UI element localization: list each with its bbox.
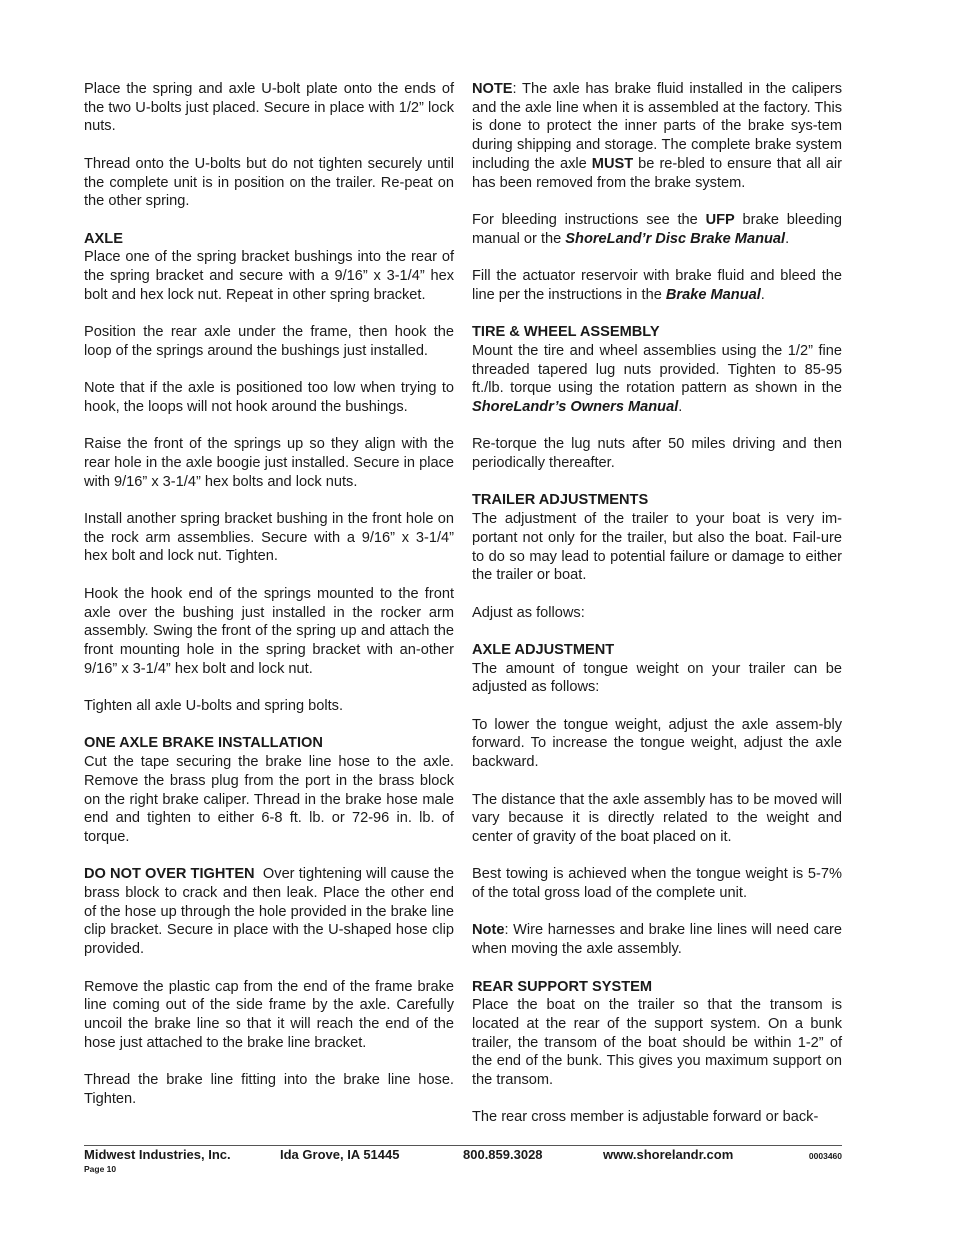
paragraph: Install another spring bracket bushing in the front hole on the rock arm assemblies. Secure with a 9/16” x 3-1/4” hex bolt and lock nut. Tighten.	[84, 511, 454, 565]
paragraph: Best towing is achieved when the tongue weight is 5-7% of the total gross load of the complete unit.	[472, 866, 842, 902]
paragraph: Remove the plastic cap from the end of the frame brake line coming out of the side frame by the axle. Carefully uncoil the brake line so that it will reach the end of the hose just attached to the brake line bracket.	[84, 978, 454, 1051]
ufp-label: UFP	[705, 211, 735, 228]
paragraph: The amount of tongue weight on your trailer can be adjusted as follows:	[472, 660, 842, 696]
section-heading-axle: AXLE	[84, 230, 123, 247]
right-column	[472, 80, 842, 1127]
warning-text: Over tightening will cause the brass block to crack and then leak. Place the other end of the hose up through the hole provided in the brake line clip bracket. Secure in place with the U-shaped hose clip provided.	[84, 866, 459, 958]
text-run: : Wire harnesses and brake line lines will need care when moving the axle assembly.	[472, 922, 842, 958]
text-run: : The axle has brake fluid installed in the calipers and the axle line when it is assembled at the factory. This is done to protect the inner parts of the brake sys-tem during shipping and storage. The complete brake system including the axle	[472, 81, 842, 172]
footer-company: Midwest Industries, Inc.	[84, 1147, 231, 1162]
footer-divider	[84, 1145, 842, 1146]
footer-phone: 800.859.3028	[463, 1147, 543, 1162]
text-run: brake bleeding manual or the	[472, 211, 842, 247]
tire-paragraph	[472, 342, 842, 417]
paragraph: Place the boat on the trailer so that the transom is located at the rear of the support system. On a bunk trailer, the transom of the boat should be within 1-2” of the end of the bunk. This gives you maximum support on the transom.	[472, 997, 842, 1089]
footer-city: Ida Grove, IA 51445	[280, 1147, 400, 1162]
paragraph: Tighten all axle U-bolts and spring bolts.	[84, 698, 344, 715]
paragraph-warning	[84, 865, 459, 959]
paragraph: The distance that the axle assembly has to be moved will vary because it is directly related to the weight and center of gravity of the boat placed on it.	[472, 791, 842, 845]
paragraph: Raise the front of the springs up so they align with the rear hole in the axle boogie just installed. Secure in place with 9/16” x 3-1/4” hex bolts and lock nuts.	[84, 436, 454, 490]
paragraph: Cut the tape securing the brake line hose to the axle. Remove the brass plug from the port in the brass block on the right brake caliper. Thread in the brake hose male end and tighten to either 6-8 ft. lb. or 72-96 in. lb. of torque.	[84, 754, 454, 845]
footer-doc-code: 0003460	[808, 1151, 842, 1161]
paragraph: Place one of the spring bracket bushings into the rear of the spring bracket and secure with a 9/16” x 3-1/4” hex bolt and hex lock nut. Repeat in other spring bracket.	[84, 249, 454, 303]
text-run: .	[785, 230, 790, 247]
section-heading-axle-adjustment: AXLE ADJUSTMENT	[472, 641, 615, 658]
text-run: Mount the tire and wheel assemblies using the 1/2” fine threaded tapered lug nuts provided. Tighten to 85-95 ft./lb. torque using the rotation pattern as shown in the	[472, 342, 842, 397]
paragraph: Adjust as follows:	[472, 604, 585, 621]
section-heading-rear-support: REAR SUPPORT SYSTEM	[472, 978, 653, 995]
section-heading-trailer-adjustments: TRAILER ADJUSTMENTS	[472, 492, 649, 509]
note-paragraph	[472, 80, 842, 192]
page-number: Page 10	[84, 1164, 117, 1174]
section-heading-tire-wheel: TIRE & WHEEL ASSEMBLY	[472, 324, 660, 341]
text-run: be re-bled to ensure that all air has been removed from the brake system.	[472, 155, 842, 191]
text-run: Fill the actuator reservoir with brake fluid and bleed the line per the instructions in the	[472, 268, 842, 303]
footer-website: www.shorelandr.com	[603, 1147, 734, 1162]
section-heading-brake-installation: ONE AXLE BRAKE INSTALLATION	[84, 735, 323, 752]
paragraph: The adjustment of the trailer to your boat is very im-portant not only for the trailer, but also the boat. Fail-ure to do so may lead to potential failure or damage to either the trailer or boat.	[472, 511, 842, 584]
paragraph: Note that if the axle is positioned too low when trying to hook, the loops will not hook around the bushings.	[84, 380, 454, 415]
text-run: For bleeding instructions see the	[472, 211, 706, 228]
paragraph: Position the rear axle under the frame, then hook the loop of the springs around the bushings just installed.	[84, 324, 454, 359]
paragraph: Place the spring and axle U-bolt plate onto the ends of the two U-bolts just placed. Secure in place with 1/2” lock nuts.	[84, 81, 454, 135]
paragraph: Thread onto the U-bolts but do not tighten securely until the complete unit is in position on the trailer. Re-peat on the other spring.	[84, 155, 454, 210]
manual-reference: Brake Manual	[665, 286, 761, 303]
note-paragraph	[472, 921, 842, 958]
emphasis-must: MUST	[591, 155, 634, 172]
paragraph: Re-torque the lug nuts after 50 miles driving and then periodically thereafter.	[472, 436, 842, 471]
manual-reference: ShoreLandr’s Owners Manual	[472, 398, 679, 415]
paragraph: Thread the brake line fitting into the brake line hose. Tighten.	[84, 1072, 454, 1107]
fill-paragraph	[472, 267, 842, 304]
left-column	[84, 80, 459, 1108]
paragraph: The rear cross member is adjustable forward or back-	[472, 1109, 819, 1126]
warning-label: DO NOT OVER TIGHTEN	[84, 866, 255, 883]
note-label: Note	[472, 922, 505, 939]
manual-reference: ShoreLand’r Disc Brake Manual	[565, 230, 786, 247]
bleeding-paragraph	[472, 211, 842, 248]
paragraph: Hook the hook end of the springs mounted to the front axle over the bushing just installed in the rocker arm assembly. Swing the front of the spring up and attach the front mounting hole in the spring bracket with an-other 9/16” x 3-1/4” hex bolt and lock nut.	[84, 585, 454, 677]
note-label: NOTE	[472, 81, 513, 97]
text-run: .	[678, 398, 683, 415]
text-run: .	[760, 286, 765, 303]
paragraph: To lower the tongue weight, adjust the axle assem-bly forward. To increase the tongue weight, adjust the axle backward.	[472, 716, 842, 771]
